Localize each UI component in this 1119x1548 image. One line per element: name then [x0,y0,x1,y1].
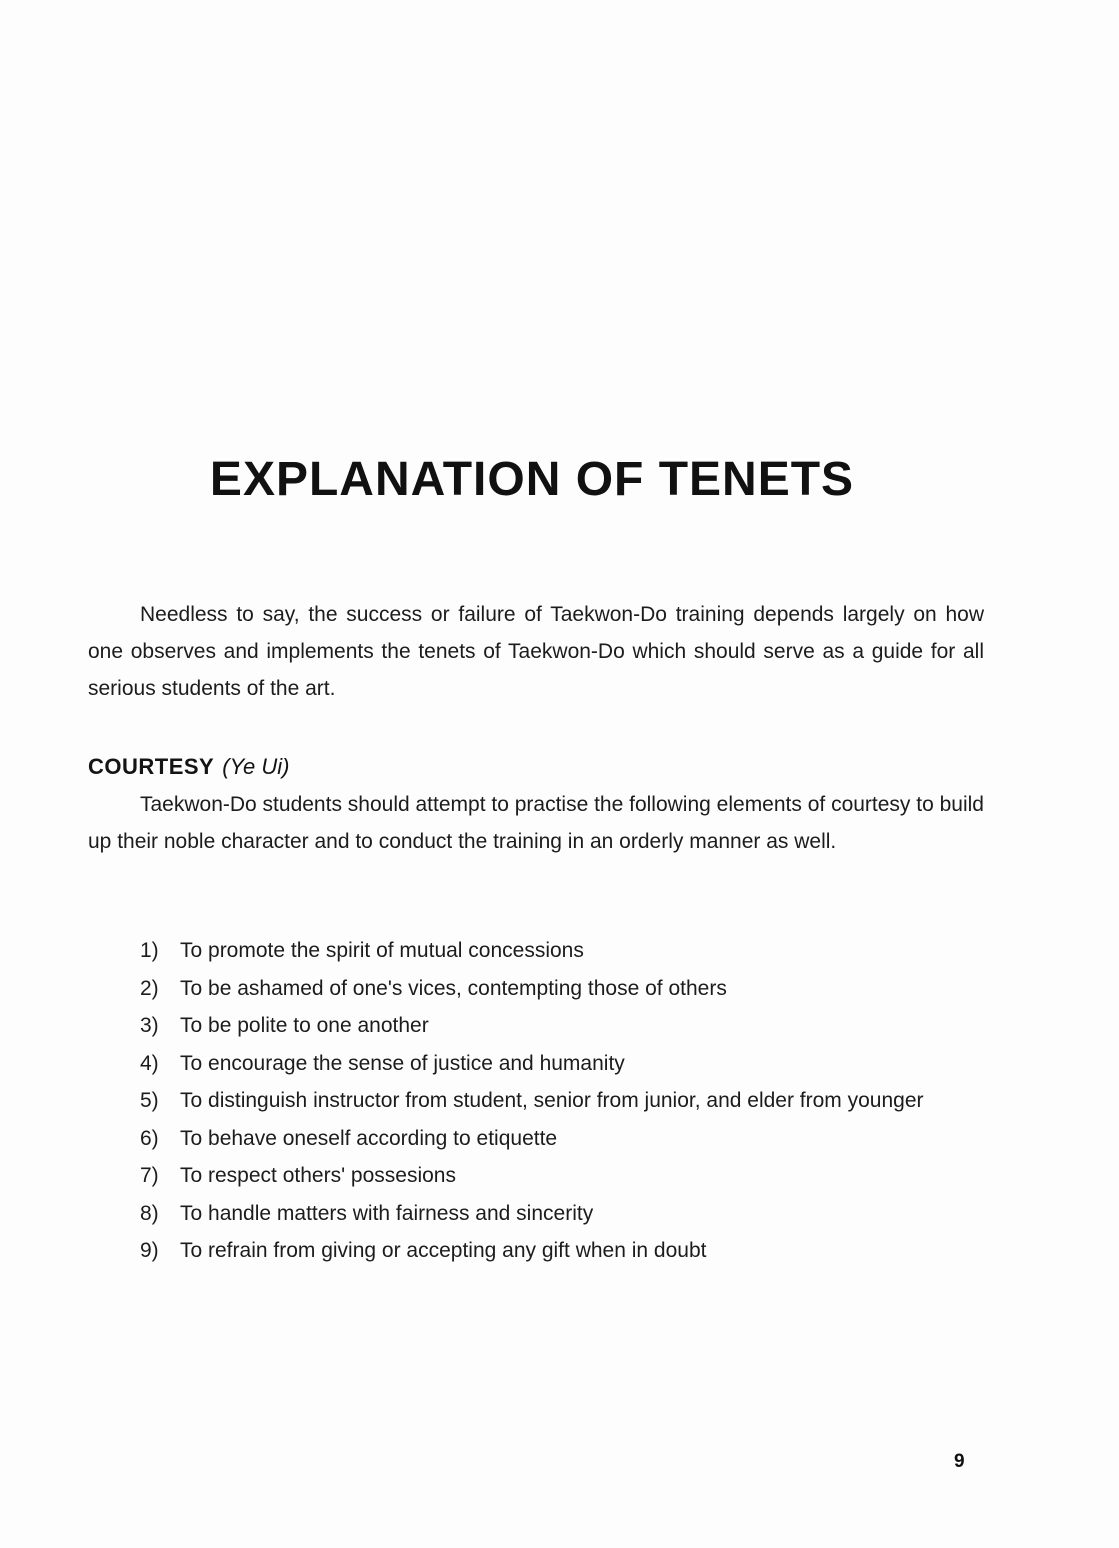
list-item [140,1082,990,1120]
list-item [140,1195,990,1233]
list-item [140,1007,990,1045]
list-item-number: 9) [140,1239,159,1262]
list-item-number: 8) [140,1201,159,1225]
list-item [140,1157,990,1195]
list-item-number: 2) [140,976,159,1000]
list-item-text: To be polite to one another [180,1014,429,1037]
list-item-number: 6) [140,1126,159,1150]
list-item-number: 5) [140,1089,159,1112]
list-item-text: To handle matters with fairness and sincerity [180,1201,594,1225]
list-item [140,970,990,1008]
list-item [140,1232,990,1270]
list-item-number: 7) [140,1164,159,1187]
list-item-number: 3) [140,1014,159,1037]
list-item-text: To refrain from giving or accepting any gift when in doubt [180,1239,707,1262]
page-title: EXPLANATION OF TENETS [209,453,855,506]
list-item-text: To promote the spirit of mutual concessions [180,939,584,962]
intro-paragraph: Needless to say, the success or failure of Taekwon-Do training depends largely on how one observes and implements the tenets of Taekwon-Do which should serve as a guide for all serious students of the art. [88,603,984,700]
list-item [140,1045,990,1083]
list-item-text: To encourage the sense of justice and humanity [180,1051,625,1075]
list-item-text: To behave oneself according to etiquette [180,1126,558,1150]
section-paragraph: Taekwon-Do students should attempt to practise the following elements of courtesy to build up their noble character and to conduct the training in an orderly manner as well. [88,793,984,853]
page-number: 9 [954,1451,965,1472]
section-heading-title: COURTESY [88,754,215,779]
section-heading [88,752,290,782]
list-item-text: To be ashamed of one's vices, contempting those of others [180,976,727,1000]
section-heading-subtitle: (Ye Ui) [222,754,290,779]
list-item-number: 4) [140,1051,159,1075]
list-item [140,1120,990,1158]
courtesy-list [140,932,990,1270]
list-item-number: 1) [140,939,159,962]
list-item-text: To respect others' possesions [180,1164,456,1187]
list-item [140,932,990,970]
list-item-text: To distinguish instructor from student, senior from junior, and elder from younger [180,1089,924,1112]
